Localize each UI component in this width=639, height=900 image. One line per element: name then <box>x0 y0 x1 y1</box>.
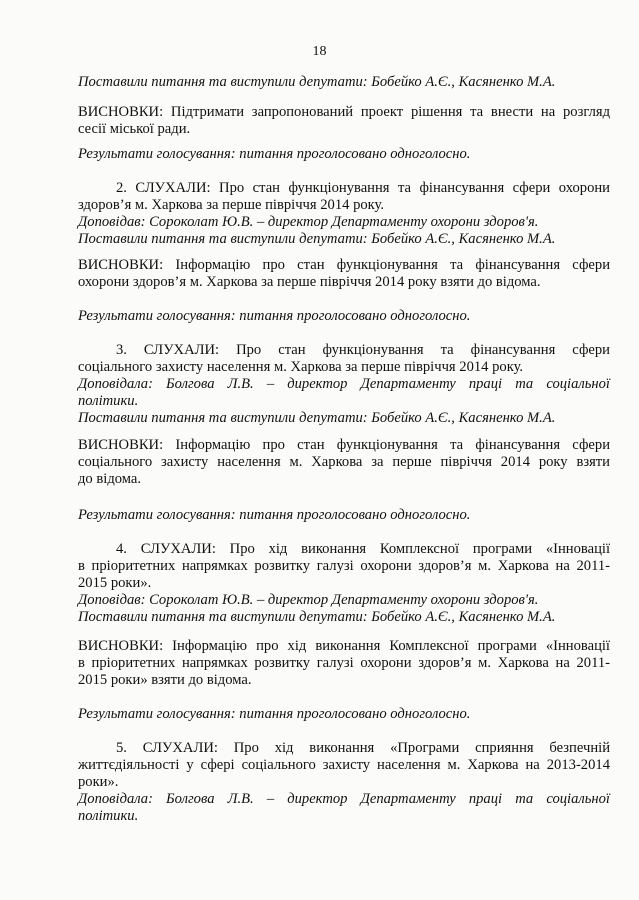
reporter-line: Доповідала: Болгова Л.В. – директор Департаменту праці та соціальної <box>78 791 610 807</box>
text-line: в пріоритетних напрямках розвитку галузі охорони здоров’я м. Харкова на 2011- <box>78 655 610 671</box>
text-line: політики. <box>78 808 139 824</box>
voting-result-line: Результати голосування: питання проголосовано одноголосно. <box>78 146 471 162</box>
speakers-line: Поставили питання та виступили депутати: Бобейко А.Є., Касяненко М.А. <box>78 410 556 426</box>
text-line: соціального захисту населення м. Харкова за перше півріччя 2014 року. <box>78 359 524 375</box>
speakers-line: Поставили питання та виступили депутати: Бобейко А.Є., Касяненко М.А. <box>78 609 556 625</box>
voting-result-line: Результати голосування: питання проголосовано одноголосно. <box>78 706 471 722</box>
text-line: політики. <box>78 393 139 409</box>
text-line: в пріоритетних напрямках розвитку галузі охорони здоров’я м. Харкова на 2011- <box>78 558 610 574</box>
heard-line: 2. СЛУХАЛИ: Про стан функціонування та фінансування сфери охорони <box>116 180 610 196</box>
text-line: до відома. <box>78 471 142 487</box>
text-line: соціального захисту населення м. Харкова за перше півріччя 2014 року взяти <box>78 454 610 470</box>
text-line: ВИСНОВКИ: Інформацію про стан функціонування та фінансування сфери <box>78 257 610 273</box>
text-line: ВИСНОВКИ: Інформацію про хід виконання Комплексної програми «Інновації <box>78 638 610 654</box>
text-line: ВИСНОВКИ: Інформацію про стан функціонування та фінансування сфери <box>78 437 610 453</box>
conclusions-paragraph <box>78 437 610 488</box>
conclusions-paragraph <box>78 104 610 138</box>
heard-line: 4. СЛУХАЛИ: Про хід виконання Комплексної програми «Інновації <box>116 541 610 557</box>
reporter-line: Доповідала: Болгова Л.В. – директор Департаменту праці та соціальної <box>78 376 610 392</box>
agenda-item-2 <box>78 180 610 248</box>
page-number: 18 <box>312 44 327 59</box>
text-line: 2015 роки». <box>78 575 152 591</box>
text-line: життєдіяльності у сфері соціального захисту населення м. Харкова на 2013-2014 <box>78 757 610 773</box>
agenda-item-3 <box>78 342 610 427</box>
reporter-line: Доповідав: Сороколат Ю.В. – директор Департаменту охорони здоров'я. <box>78 214 539 230</box>
speakers-line: Поставили питання та виступили депутати: Бобейко А.Є., Касяненко М.А. <box>78 231 556 247</box>
conclusions-paragraph <box>78 638 610 689</box>
heard-line: 3. СЛУХАЛИ: Про стан функціонування та фінансування сфери <box>116 342 610 358</box>
voting-result-line: Результати голосування: питання проголосовано одноголосно. <box>78 507 471 523</box>
text-line: здоров’я м. Харкова за перше півріччя 2014 року. <box>78 197 385 213</box>
text-line: роки». <box>78 774 119 790</box>
agenda-item-4 <box>78 541 610 626</box>
voting-result-line: Результати голосування: питання проголосовано одноголосно. <box>78 308 471 324</box>
text-line: ВИСНОВКИ: Підтримати запропонований проект рішення та внести на розгляд <box>78 104 610 120</box>
text-line: 2015 роки» взяти до відома. <box>78 672 252 688</box>
conclusions-paragraph <box>78 257 610 291</box>
reporter-line: Доповідав: Сороколат Ю.В. – директор Департаменту охорони здоров'я. <box>78 592 539 608</box>
heard-line: 5. СЛУХАЛИ: Про хід виконання «Програми сприяння безпечній <box>116 740 610 756</box>
text-line: сесії міської ради. <box>78 121 191 137</box>
speakers-line: Поставили питання та виступили депутати: Бобейко А.Є., Касяненко М.А. <box>78 74 556 90</box>
text-line: охорони здоров’я м. Харкова за перше півріччя 2014 року взяти до відома. <box>78 274 541 290</box>
agenda-item-5 <box>78 740 610 825</box>
